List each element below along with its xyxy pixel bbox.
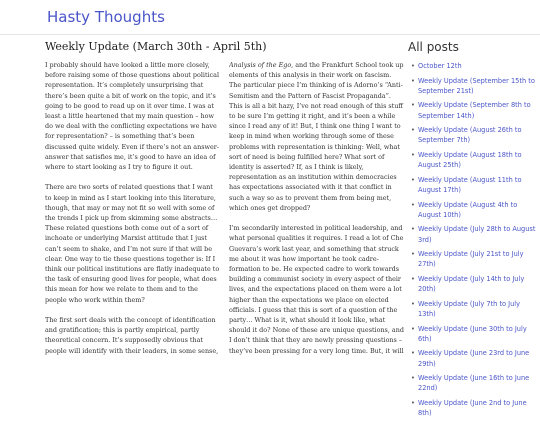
site-title-link[interactable]: Hasty Thoughts	[47, 8, 165, 26]
post-list-item	[408, 200, 538, 220]
post-list-item	[408, 249, 538, 269]
post-link[interactable]: Weekly Update (July 7th to July 13th)	[418, 299, 521, 318]
post-paragraph: There are two sorts of related questions that I want to keep in mind as I start looking into this literature, though, that may or may not fit so well with some of the trends I pick up from skimming some abstracts… These related questions both come out of a sort of inchoate or underlying Marxist attitude that I just can’t seem to shake, and I’m not sure if that will be clear. One way to tie these questions together is: If I think our political institutions are flatly inadequate to the task of ensuring good lives for people, what does this mean for how we relate to them and to the people who work within them?	[45, 183, 220, 304]
post-link[interactable]: Weekly Update (August 26th to September 7th)	[418, 126, 522, 145]
post-paragraph-text: and the Frankfurt School took up elements of this analysis in their work on fascism. The particular piece I’m thinking of is Adorno’s “Anti-Semitism and the Pattern of Fascist Propaganda”. This is all a bit hazy, I’ve not read enough of this stuff to be sure I’m getting it right, and it’s been a while since I read any of it! But, I think one thing I want to keep in mind when working through some of these problems with representation is thinking: Well, what sort of need is being fulfilled here? What sort of identity is asserted? If, as I think is likely, representation as an institution within democracies has expectations associated with it that conflict in such a way so as to prevent them from being met, which ones get dropped?	[229, 61, 404, 212]
post-link[interactable]: Weekly Update (July 21st to July 27th)	[418, 250, 524, 269]
post-list-item	[408, 125, 538, 145]
post-title: Weekly Update (March 30th - April 5th)	[45, 40, 267, 53]
all-posts-list	[408, 61, 538, 423]
post-link[interactable]: Weekly Update (September 8th to September 14th)	[418, 101, 531, 120]
post-link[interactable]: Weekly Update (August 4th to August 10th)	[418, 200, 518, 219]
post-paragraph: I’m secondarily interested in political leadership, and what personal qualities it requires. I read a lot of Che Guevara’s work last year, and something that struck me about it was how important he took cadre-formation to be. He expected cadre to work towards building a communist society in every aspect of their lives, and the expectations placed on them were a lot higher than the expectations we place on elected officials. I guess that this is sort of a question of the party… What is it, what should it look like, what should it do? None of these are unique questions, and I don’t think that they are newly pressing questions – they’ve been pressing for a very long time. But, it will	[229, 224, 404, 355]
post-link[interactable]: Weekly Update (August 11th to August 17th)	[418, 175, 522, 194]
post-link[interactable]: Weekly Update (June 16th to June 22nd)	[418, 374, 530, 393]
sidebar-title: All posts	[408, 40, 459, 54]
post-list-item	[408, 150, 538, 170]
site-header	[0, 0, 540, 35]
post-list-item	[408, 61, 538, 71]
post-paragraph: The first sort deals with the concept of identification and gratification; this is partly empirical, partly theoretical concern. It’s supposedly obvious that people will identify with their leaders, in some sense,	[45, 316, 219, 355]
post-link[interactable]: Weekly Update (June 30th to July 6th)	[418, 324, 527, 343]
post-link[interactable]: Weekly Update (July 28th to August 3rd)	[418, 225, 536, 244]
post-link[interactable]: Weekly Update (August 18th to August 25th)	[418, 150, 522, 170]
post-link[interactable]: Weekly Update (July 14th to July 20th)	[418, 274, 525, 294]
post-list-item	[408, 100, 538, 120]
post-paragraph	[229, 60, 405, 213]
post-link[interactable]: October 12th	[418, 62, 462, 70]
post-list-item	[408, 76, 538, 96]
post-list-item	[408, 274, 538, 294]
post-link[interactable]: Weekly Update (June 23rd to June 29th)	[418, 349, 530, 368]
post-list-item	[408, 175, 538, 195]
post-list-item	[408, 224, 538, 244]
book-title-emphasis: Analysis of the Ego,	[229, 61, 294, 69]
post-paragraph: I probably should have looked a little more closely, before raising some of those questions about political representation. It’s completely unsurprising that there’s been quite a bit of work on the topic, and it’s going to be good to read up on it over time. I was at least a little heartened that my main question – how do we deal with the conflicting expectations we have for representation? – is something that’s been discussed quite widely. Even if there’s not an answer-answer that satisfies me, it’s good to have an idea of where to start looking as I try to figure it out.	[45, 61, 219, 172]
post-list-item	[408, 398, 538, 418]
post-link[interactable]: Weekly Update (June 2nd to June 8th)	[418, 398, 527, 418]
post-link[interactable]: Weekly Update (September 15th to September 21st)	[418, 76, 535, 95]
post-list-item	[408, 348, 538, 368]
post-list-item	[408, 324, 538, 344]
post-list-item	[408, 373, 538, 393]
post-list-item	[408, 299, 538, 319]
post-body-left-column	[45, 60, 220, 405]
post-body-right-column	[229, 60, 405, 405]
